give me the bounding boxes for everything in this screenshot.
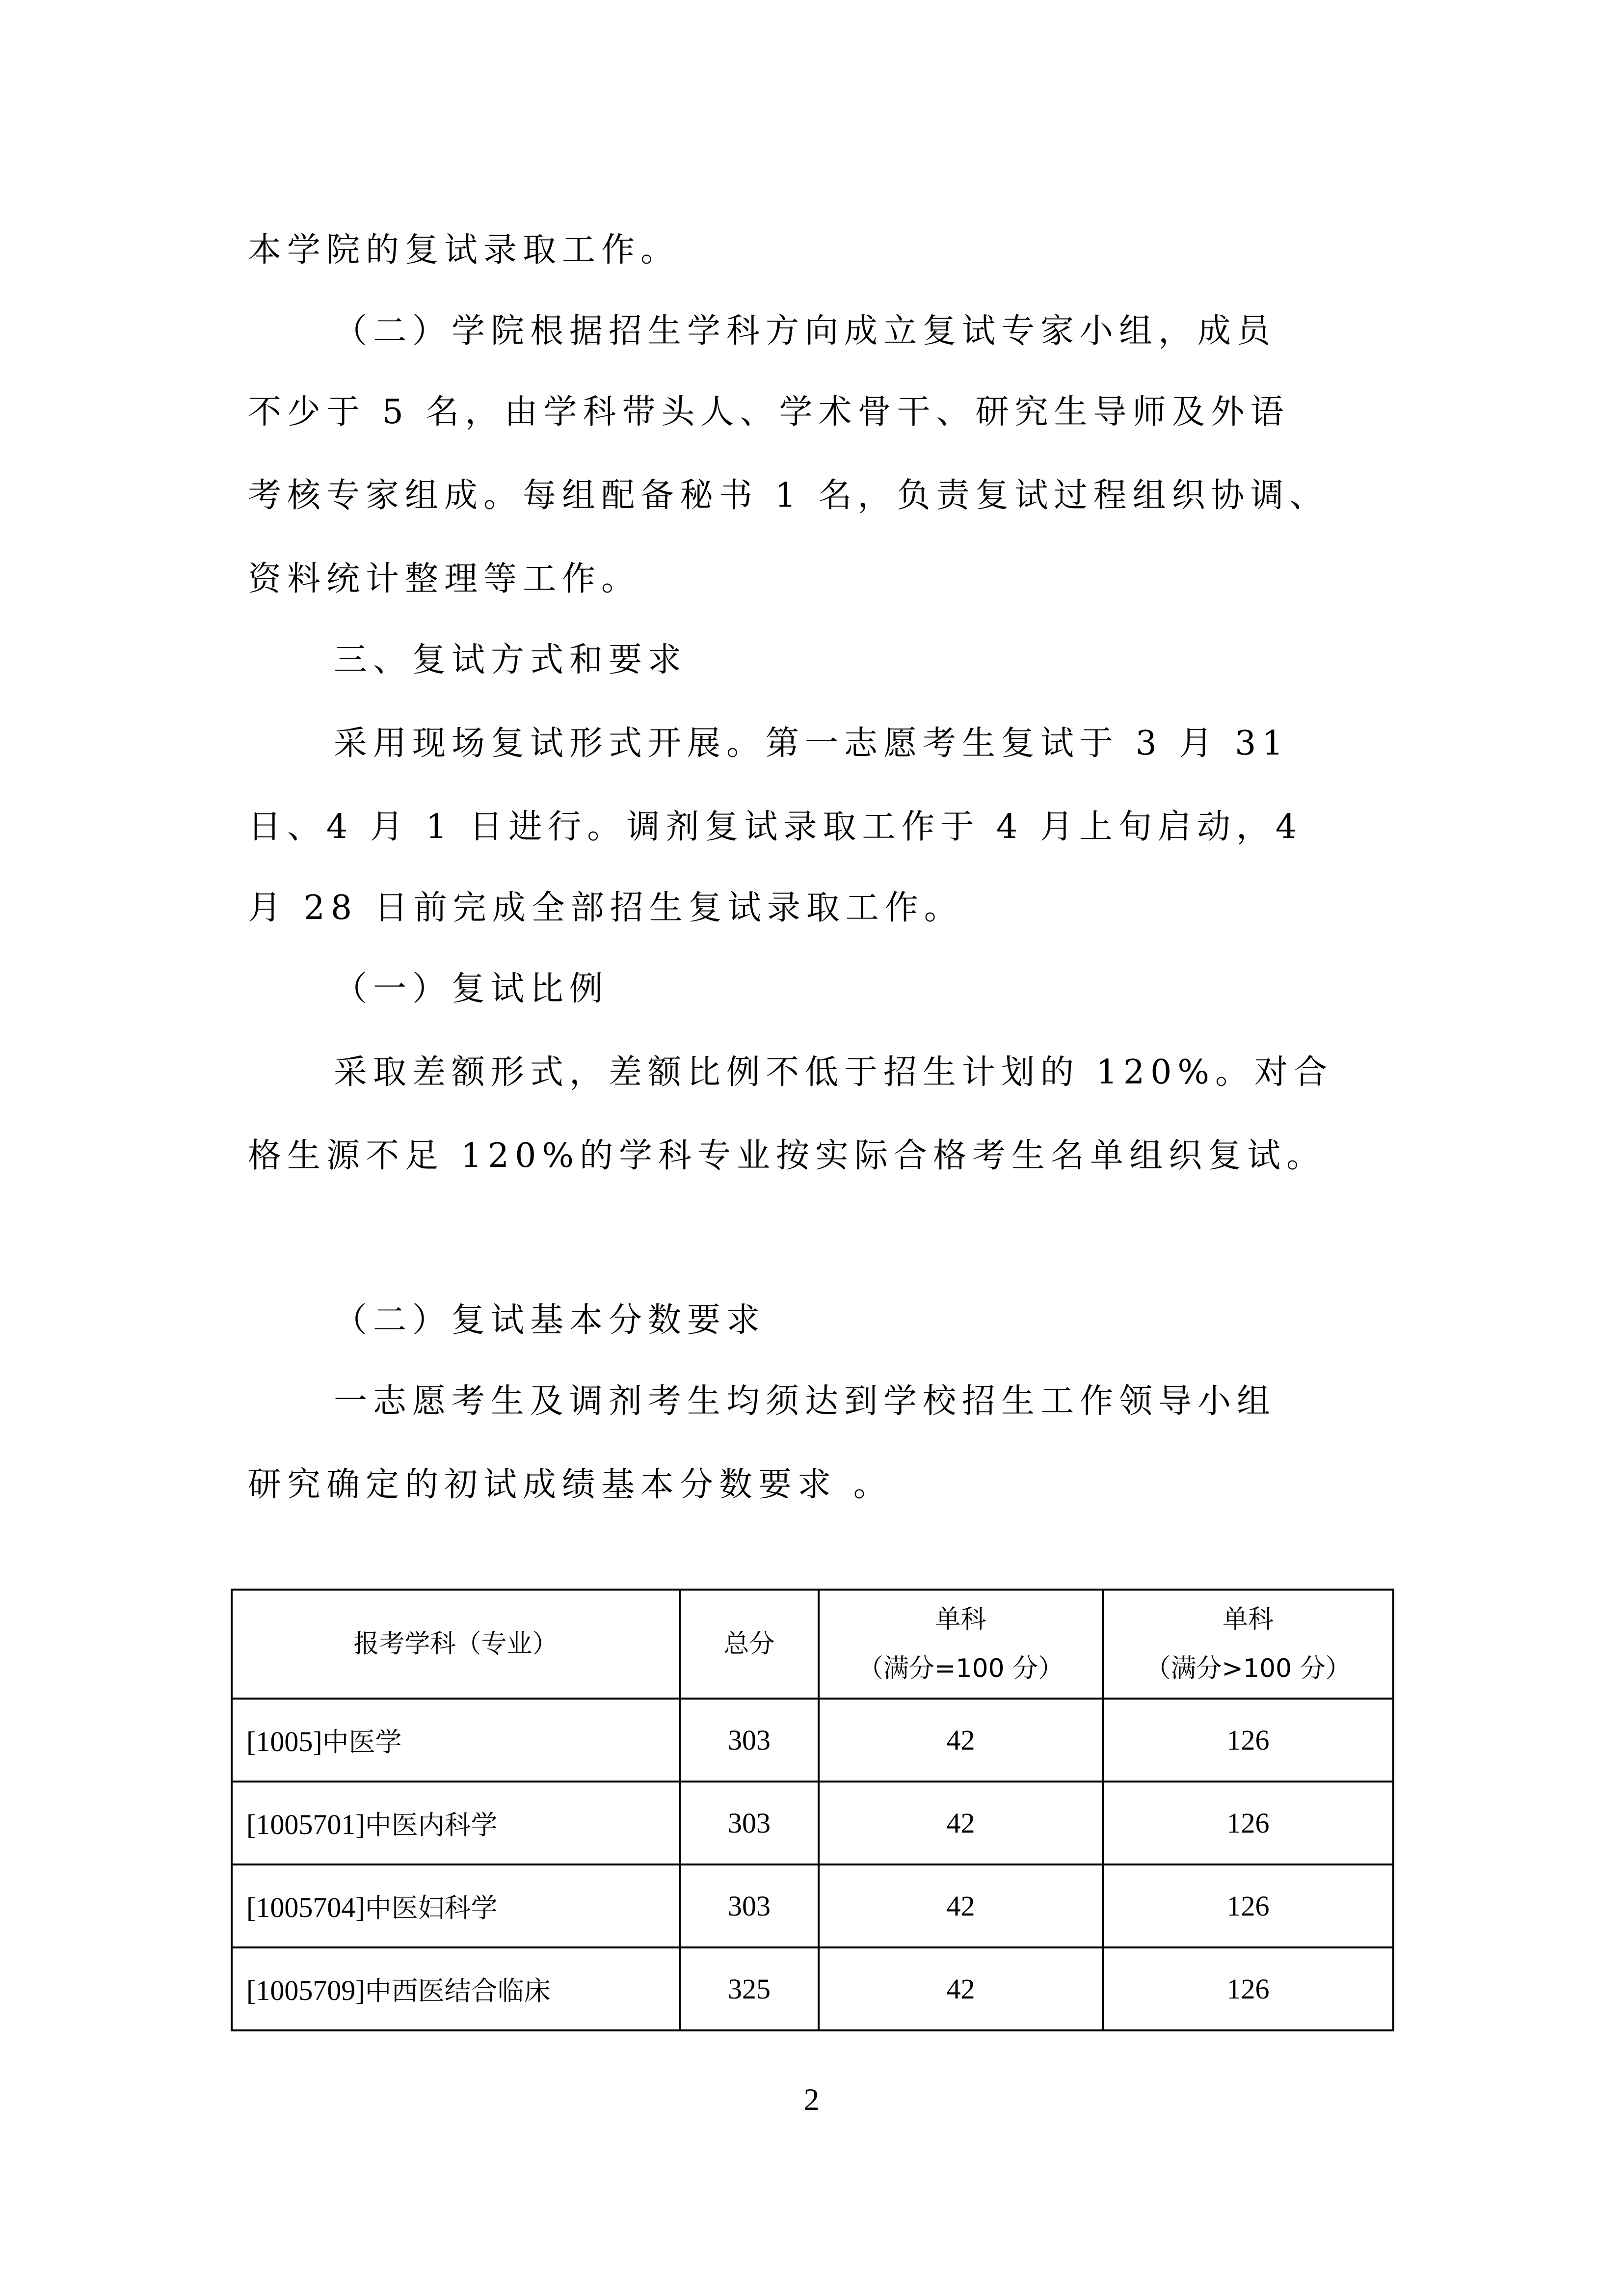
subject-name: 中西医结合临床: [365, 1975, 551, 2006]
cell-single-over-100: 126: [1103, 1699, 1393, 1782]
subject-name: 中医学: [322, 1727, 402, 1757]
body-line: （二）学院根据招生学科方向成立复试专家小组，成员: [334, 312, 1277, 351]
cell-single-over-100: 126: [1103, 1864, 1393, 1947]
body-line: 考核专家组成。每组配备秘书 1 名，负责复试过程组织协调、: [248, 476, 1329, 515]
subject-code: [1005701]: [246, 1809, 365, 1840]
cell-subject: [232, 1947, 680, 2030]
subsection-heading: （二）复试基本分数要求: [334, 1301, 766, 1340]
body-line: 资料统计整理等工作。: [248, 560, 641, 598]
cell-single-over-100: 126: [1103, 1947, 1393, 2030]
body-line: 月 28 日前完成全部招生复试录取工作。: [248, 889, 963, 927]
score-requirements-table: [231, 1589, 1394, 2031]
table-row: [232, 1699, 1393, 1782]
cell-single-100: 42: [819, 1699, 1103, 1782]
cell-subject: [232, 1782, 680, 1864]
body-line: 采取差额形式，差额比例不低于招生计划的 120%。对合: [334, 1053, 1333, 1092]
header-single-over-100-title: 单科: [1222, 1605, 1274, 1634]
body-line: 不少于 5 名，由学科带头人、学术骨干、研究生导师及外语: [248, 393, 1290, 432]
body-line: 日、4 月 1 日进行。调剂复试录取工作于 4 月上旬启动，4: [248, 808, 1303, 846]
table-header-row: [232, 1590, 1393, 1699]
body-line: 一志愿考生及调剂考生均须达到学校招生工作领导小组: [334, 1382, 1277, 1421]
table-row: [232, 1782, 1393, 1864]
cell-total: 325: [680, 1947, 819, 2030]
subject-name: 中医妇科学: [365, 1892, 498, 1923]
header-single-100: [819, 1590, 1103, 1699]
header-single-over-100-note: （满分>100 分）: [1145, 1654, 1351, 1683]
subject-code: [1005709]: [246, 1974, 365, 2006]
cell-total: 303: [680, 1782, 819, 1864]
header-single-100-title: 单科: [935, 1605, 986, 1634]
subject-code: [1005704]: [246, 1891, 365, 1923]
header-single-over-100: [1103, 1590, 1393, 1699]
body-line: 本学院的复试录取工作。: [248, 231, 680, 270]
cell-single-100: 42: [819, 1864, 1103, 1947]
subject-name: 中医内科学: [365, 1810, 498, 1840]
body-line: 采用现场复试形式开展。第一志愿考生复试于 3 月 31: [334, 724, 1289, 763]
header-single-100-note: （满分=100 分）: [857, 1654, 1064, 1683]
table-row: [232, 1947, 1393, 2030]
body-line: 研究确定的初试成绩基本分数要求 。: [248, 1465, 893, 1504]
cell-single-100: 42: [819, 1782, 1103, 1864]
cell-total: 303: [680, 1699, 819, 1782]
table-row: [232, 1864, 1393, 1947]
page-number: 2: [803, 2082, 820, 2117]
cell-single-over-100: 126: [1103, 1782, 1393, 1864]
cell-single-100: 42: [819, 1947, 1103, 2030]
cell-subject: [232, 1699, 680, 1782]
body-line: 格生源不足 120%的学科专业按实际合格考生名单组织复试。: [248, 1136, 1326, 1175]
cell-subject: [232, 1864, 680, 1947]
header-subject: 报考学科（专业）: [232, 1590, 680, 1699]
subsection-heading: （一）复试比例: [334, 970, 609, 1008]
header-total: 总分: [680, 1590, 819, 1699]
cell-total: 303: [680, 1864, 819, 1947]
subject-code: [1005]: [246, 1726, 322, 1757]
section-heading: 三、复试方式和要求: [334, 641, 688, 679]
